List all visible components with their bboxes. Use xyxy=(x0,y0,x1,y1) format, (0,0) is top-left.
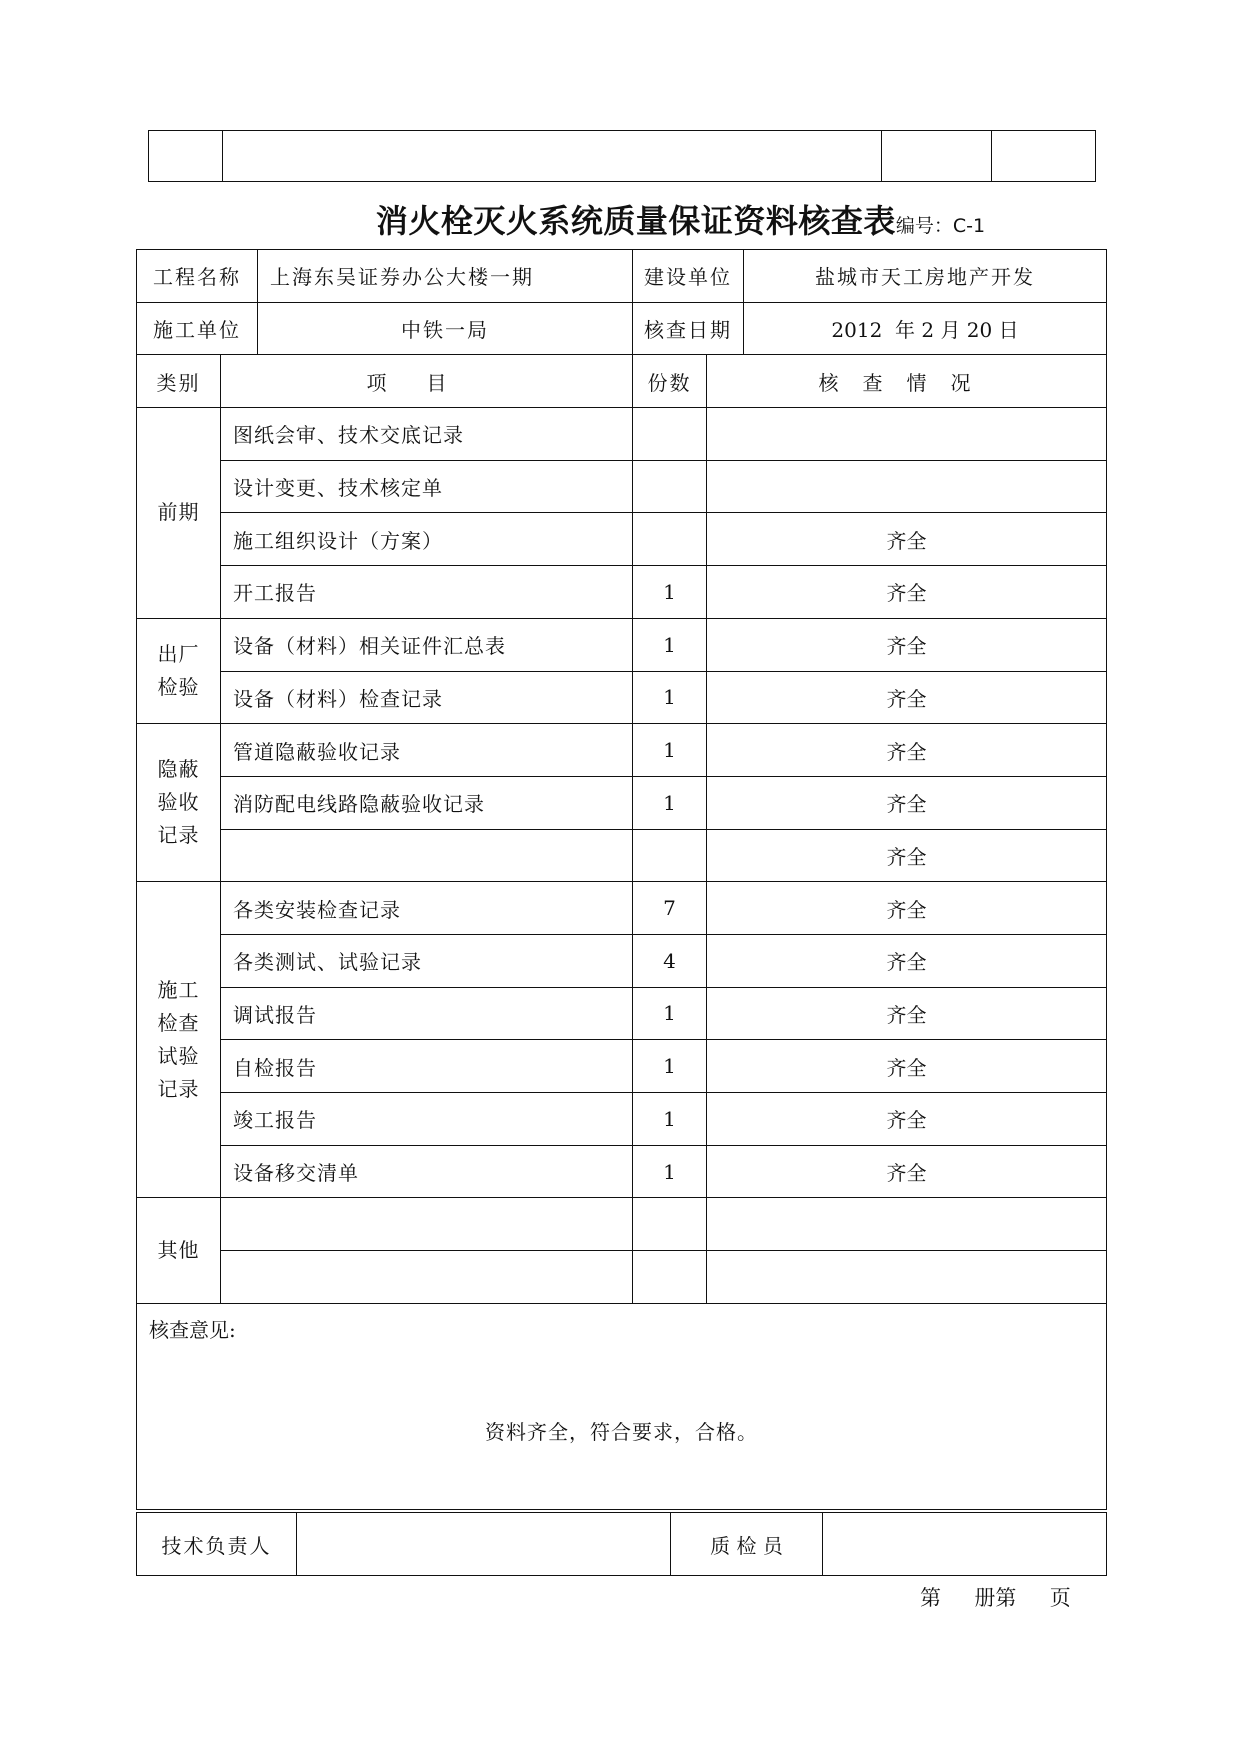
count-cell: 4 xyxy=(633,934,707,987)
category-cell xyxy=(137,724,221,882)
inspector-signature xyxy=(823,1513,1107,1576)
table-row xyxy=(137,829,1107,882)
table-row xyxy=(137,1040,1107,1093)
builder-label: 建设单位 xyxy=(633,250,744,303)
item-cell: 自检报告 xyxy=(221,1040,633,1093)
table-row xyxy=(137,671,1107,724)
project-name-label: 工程名称 xyxy=(137,250,258,303)
count-cell: 1 xyxy=(633,724,707,777)
table-row xyxy=(137,934,1107,987)
status-cell: 齐全 xyxy=(707,618,1107,671)
item-cell: 各类测试、试验记录 xyxy=(221,934,633,987)
item-cell: 各类安装检查记录 xyxy=(221,882,633,935)
status-cell: 齐全 xyxy=(707,829,1107,882)
category-label: 隐蔽验收记录 xyxy=(157,757,200,848)
tech-lead-signature xyxy=(297,1513,671,1576)
count-cell xyxy=(633,1251,707,1304)
status-cell xyxy=(707,408,1107,461)
count-cell xyxy=(633,513,707,566)
status-cell: 齐全 xyxy=(707,724,1107,777)
status-cell: 齐全 xyxy=(707,671,1107,724)
table-row xyxy=(137,513,1107,566)
table-row xyxy=(137,1093,1107,1146)
status-cell: 齐全 xyxy=(707,987,1107,1040)
count-cell xyxy=(633,460,707,513)
status-cell xyxy=(707,1198,1107,1251)
table-row xyxy=(137,987,1107,1040)
status-cell: 齐全 xyxy=(707,882,1107,935)
opinion-row xyxy=(137,1303,1107,1509)
category-cell xyxy=(137,1198,221,1303)
count-cell: 1 xyxy=(633,1145,707,1198)
opinion-label: 核查意见: xyxy=(149,1317,236,1342)
header-box xyxy=(148,130,1096,182)
status-cell: 齐全 xyxy=(707,513,1107,566)
title-row xyxy=(0,196,1241,242)
count-cell: 1 xyxy=(633,671,707,724)
contractor-label: 施工单位 xyxy=(137,302,258,355)
project-row-2 xyxy=(137,302,1107,355)
category-label: 其他 xyxy=(157,1238,200,1263)
project-name-value: 上海东吴证券办公大楼一期 xyxy=(258,250,633,303)
category-cell xyxy=(137,408,221,619)
header-cell-1 xyxy=(149,131,223,182)
table-row xyxy=(137,618,1107,671)
inspector-label: 质 检 员 xyxy=(671,1513,823,1576)
item-cell xyxy=(221,1251,633,1304)
column-header-row xyxy=(137,355,1107,408)
document-number xyxy=(896,215,985,237)
table-row xyxy=(137,460,1107,513)
project-row-1 xyxy=(137,250,1107,303)
item-cell xyxy=(221,829,633,882)
table-row xyxy=(137,724,1107,777)
item-cell: 设备（材料）相关证件汇总表 xyxy=(221,618,633,671)
item-cell: 设计变更、技术核定单 xyxy=(221,460,633,513)
page-number-footer: 第 册第 页 xyxy=(920,1586,1071,1610)
item-cell: 管道隐蔽验收记录 xyxy=(221,724,633,777)
column-header-category: 类别 xyxy=(137,355,221,408)
count-cell: 1 xyxy=(633,776,707,829)
category-cell xyxy=(137,618,221,723)
table-row xyxy=(137,776,1107,829)
category-label: 施工检查试验记录 xyxy=(157,977,200,1101)
tech-lead-label: 技术负责人 xyxy=(137,1513,297,1576)
item-cell xyxy=(221,1198,633,1251)
opinion-cell xyxy=(137,1303,1107,1509)
table-row xyxy=(137,408,1107,461)
item-cell: 图纸会审、技术交底记录 xyxy=(221,408,633,461)
document-title: 消火栓灭火系统质量保证资料核查表 xyxy=(375,202,896,240)
status-cell: 齐全 xyxy=(707,1093,1107,1146)
item-cell: 设备移交清单 xyxy=(221,1145,633,1198)
column-header-count: 份数 xyxy=(633,355,707,408)
status-cell: 齐全 xyxy=(707,776,1107,829)
check-date-value: 2012 年 2 月 20 日 xyxy=(744,302,1107,355)
count-cell: 1 xyxy=(633,566,707,619)
item-cell: 竣工报告 xyxy=(221,1093,633,1146)
item-cell: 开工报告 xyxy=(221,566,633,619)
count-cell xyxy=(633,408,707,461)
number-value: C-1 xyxy=(952,215,986,237)
number-label: 编号： xyxy=(895,215,953,237)
item-cell: 消防配电线路隐蔽验收记录 xyxy=(221,776,633,829)
status-cell: 齐全 xyxy=(707,1040,1107,1093)
contractor-value: 中铁一局 xyxy=(258,302,633,355)
table-row xyxy=(137,1145,1107,1198)
count-cell: 1 xyxy=(633,618,707,671)
count-cell xyxy=(633,1198,707,1251)
item-cell: 调试报告 xyxy=(221,987,633,1040)
header-cell-4 xyxy=(992,131,1096,182)
table-row xyxy=(137,566,1107,619)
count-cell: 1 xyxy=(633,1040,707,1093)
header-cell-2 xyxy=(223,131,882,182)
builder-value: 盐城市天工房地产开发 xyxy=(744,250,1107,303)
count-cell: 1 xyxy=(633,987,707,1040)
status-cell xyxy=(707,460,1107,513)
status-cell xyxy=(707,1251,1107,1304)
table-row xyxy=(137,1251,1107,1304)
item-cell: 施工组织设计（方案） xyxy=(221,513,633,566)
column-header-status: 核查情况 xyxy=(707,355,1107,408)
count-cell xyxy=(633,829,707,882)
category-cell xyxy=(137,882,221,1198)
signature-table xyxy=(136,1512,1107,1576)
check-date-label: 核查日期 xyxy=(633,302,744,355)
opinion-text: 资料齐全，符合要求，合格。 xyxy=(485,1419,758,1444)
check-table xyxy=(136,249,1107,1510)
count-cell: 1 xyxy=(633,1093,707,1146)
category-label: 出厂检验 xyxy=(157,642,200,699)
status-cell: 齐全 xyxy=(707,566,1107,619)
status-cell: 齐全 xyxy=(707,934,1107,987)
header-cell-3 xyxy=(882,131,992,182)
signature-row xyxy=(137,1513,1107,1576)
count-cell: 7 xyxy=(633,882,707,935)
table-row xyxy=(137,1198,1107,1251)
column-header-item: 项目 xyxy=(221,355,633,408)
item-cell: 设备（材料）检查记录 xyxy=(221,671,633,724)
status-cell: 齐全 xyxy=(707,1145,1107,1198)
table-row xyxy=(137,882,1107,935)
category-label: 前期 xyxy=(157,500,200,525)
